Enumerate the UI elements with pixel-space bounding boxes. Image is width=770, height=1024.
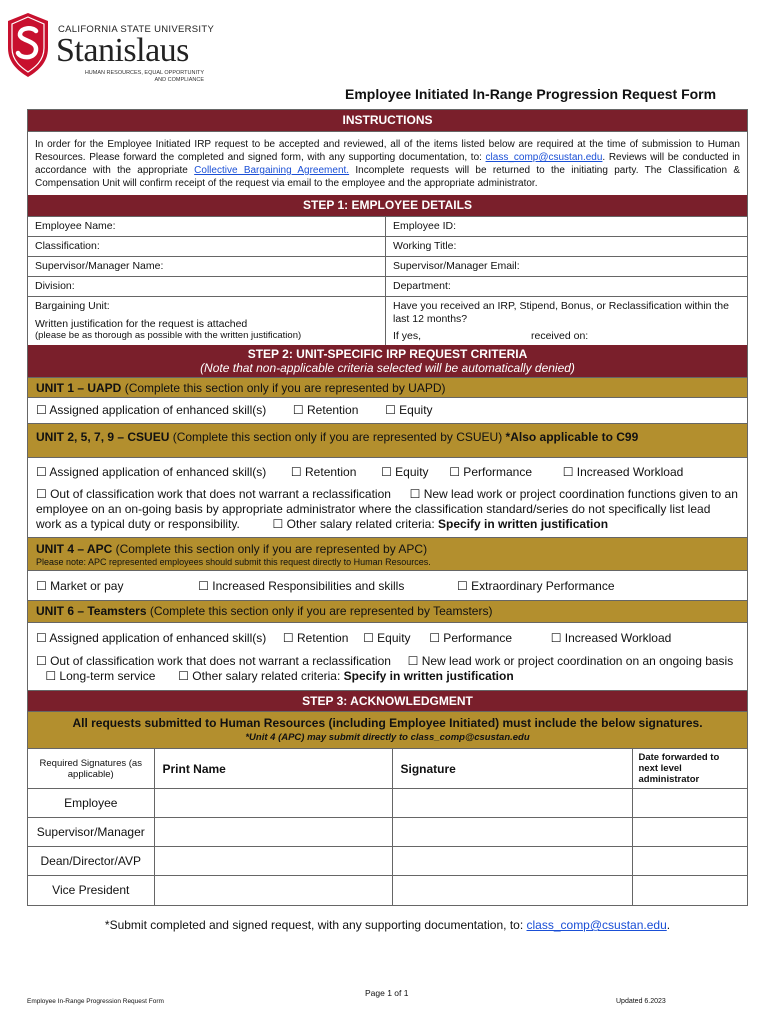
unit6-out-of-class-checkbox[interactable]: ☐ Out of classification work that does not warrant a reclassification <box>36 654 391 668</box>
employee-row-2 <box>28 236 747 256</box>
unit6-desc: (Complete this section only if you are represented by Teamsters) <box>146 604 493 618</box>
unit6-equity-checkbox[interactable]: ☐ Equity <box>363 631 411 645</box>
unit1-desc: (Complete this section only if you are represented by UAPD) <box>121 381 446 395</box>
sig-row-employee <box>28 789 747 818</box>
unit6-retention-checkbox[interactable]: ☐ Retention <box>282 631 349 645</box>
instructions-text-part1: In order for the Employee Initiated IRP request to be accepted and reviewed, all of the items listed below are required at the time of submission to Human Resources. Please forward the completed and signed form, with any supporting documentation, to: <box>35 139 740 163</box>
csueu-heading <box>28 423 747 457</box>
sig-col-signature: Signature <box>392 749 632 789</box>
employee-id-field[interactable]: Employee ID: <box>393 220 457 232</box>
unit6-other-criteria-checkbox[interactable] <box>178 669 514 683</box>
csueu-increased-workload-checkbox[interactable]: ☐ Increased Workload <box>562 465 684 479</box>
signature-table <box>28 748 747 905</box>
unit6-other-bold: Specify in written justification <box>343 669 514 683</box>
csueu-note: *Also applicable to C99 <box>505 430 639 444</box>
step3-heading: STEP 3: ACKNOWLEDGMENT <box>28 690 747 711</box>
sig-row-label: Supervisor/Manager <box>28 818 154 847</box>
justification-label[interactable]: Written justification for the request is attached <box>35 318 248 330</box>
unit4-heading-line <box>28 538 747 557</box>
csueu-other-bold: Specify in written justification <box>438 517 609 531</box>
irp-question: Have you received an IRP, Stipend, Bonus, or Reclassification within the last 12 months? <box>393 300 729 325</box>
instructions-text-part3: Incomplete requests will be returned to the initiating party. The Classification & Compensation Unit will confirm receipt of the request via email to the employee and the appropriate administrator. <box>35 165 740 189</box>
signature-header-row <box>28 749 747 789</box>
unit1-options <box>28 397 747 423</box>
submit-note-end: . <box>666 918 671 932</box>
unit6-performance-checkbox[interactable]: ☐ Performance <box>429 631 513 645</box>
email-link[interactable]: class_comp@csustan.edu <box>485 152 603 163</box>
shield-s-icon <box>6 12 50 78</box>
supervisor-email-field[interactable]: Supervisor/Manager Email: <box>393 260 520 272</box>
unit4-increased-responsibilities-checkbox[interactable]: ☐ Increased Responsibilities and skills <box>198 579 405 593</box>
sig-row-supervisor <box>28 818 747 847</box>
sig-print-name-cell[interactable] <box>154 818 392 847</box>
csueu-options-1 <box>28 457 747 485</box>
csueu-options-2 <box>28 485 747 537</box>
sig-print-name-cell[interactable] <box>154 847 392 876</box>
bargaining-unit-field[interactable]: Bargaining Unit: <box>35 300 110 312</box>
acknowledgment-banner <box>28 711 747 748</box>
sig-row-dean <box>28 847 747 876</box>
csueu-out-of-class-checkbox[interactable]: ☐ Out of classification work that does not warrant a reclassification <box>36 487 391 501</box>
division-field[interactable]: Division: <box>28 277 386 296</box>
justification-note: (please be as thorough as possible with the written justification) <box>35 330 302 341</box>
unit4-options <box>28 570 747 600</box>
submit-note <box>27 918 748 932</box>
unit6-other-label: ☐ Other salary related criteria: <box>178 669 344 683</box>
supervisor-name-field[interactable]: Supervisor/Manager Name: <box>28 257 386 276</box>
sig-row-label: Vice President <box>28 876 154 905</box>
instructions-text-part2: . Reviews will be conducted in accordance with the appropriate <box>35 152 740 176</box>
sig-signature-cell[interactable] <box>392 818 632 847</box>
csueu-lead-work-checkbox[interactable]: ☐ New lead work or project coordination functions given to an employee on an on-going basis by appropriate administrator where the classification standard/series do not specifically list lead work as a typical duty or responsibility. <box>36 487 738 531</box>
unit1-retention-checkbox[interactable]: ☐ Retention <box>292 403 359 417</box>
irp-question-cell <box>386 297 747 345</box>
footer-form-name: Employee In-Range Progression Request Form <box>27 998 164 1005</box>
csueu-desc: (Complete this section only if you are represented by CSUEU) <box>169 430 506 444</box>
sig-signature-cell[interactable] <box>392 847 632 876</box>
logo-university-name: Stanislaus <box>56 32 189 69</box>
footer-updated: Updated 6.2023 <box>616 998 666 1005</box>
received-on-field[interactable]: received on: <box>531 330 589 342</box>
unit6-options-1 <box>28 622 747 651</box>
form-frame <box>27 109 748 906</box>
sig-date-cell[interactable] <box>632 847 747 876</box>
unit6-options-2 <box>28 651 747 690</box>
unit1-equity-checkbox[interactable]: ☐ Equity <box>385 403 433 417</box>
unit4-title: UNIT 4 – APC <box>36 542 113 556</box>
employee-row-3 <box>28 256 747 276</box>
cba-link[interactable]: Collective Bargaining Agreement. <box>194 165 350 176</box>
logo-department <box>84 70 204 84</box>
submit-email-link[interactable]: class_comp@csustan.edu <box>526 918 667 932</box>
if-yes-field[interactable]: If yes, <box>393 330 422 342</box>
instructions-text <box>28 131 747 195</box>
unit6-lead-work-checkbox[interactable]: ☐ New lead work or project coordination on an ongoing basis <box>407 654 734 668</box>
sig-col-print-name: Print Name <box>154 749 392 789</box>
unit6-enhanced-skills-checkbox[interactable]: ☐ Assigned application of enhanced skill(s) <box>36 631 267 645</box>
step2-title: STEP 2: UNIT-SPECIFIC IRP REQUEST CRITERIA <box>247 347 528 361</box>
unit4-heading <box>28 537 747 570</box>
sig-date-cell[interactable] <box>632 876 747 905</box>
csueu-equity-checkbox[interactable]: ☐ Equity <box>381 465 429 479</box>
csueu-other-label: ☐ Other salary related criteria: <box>272 517 439 531</box>
csueu-retention-checkbox[interactable]: ☐ Retention <box>290 465 357 479</box>
sig-row-vp <box>28 876 747 905</box>
employee-row-5 <box>28 296 747 345</box>
step1-heading: STEP 1: EMPLOYEE DETAILS <box>28 195 747 216</box>
unit6-heading <box>28 600 747 622</box>
sig-col-date-forwarded: Date forwarded to next level administrator <box>632 749 747 789</box>
acknowledgment-sub: *Unit 4 (APC) may submit directly to class_comp@csustan.edu <box>245 732 530 743</box>
form-title: Employee Initiated In-Range Progression Request Form <box>345 86 717 102</box>
unit6-title: UNIT 6 – Teamsters <box>36 604 147 618</box>
submit-note-text: *Submit completed and signed request, with any supporting documentation, to: <box>104 918 527 932</box>
university-logo <box>6 10 221 85</box>
employee-row-1 <box>28 216 747 236</box>
unit4-desc: (Complete this section only if you are represented by APC) <box>112 542 428 556</box>
csueu-enhanced-skills-checkbox[interactable]: ☐ Assigned application of enhanced skill(s) <box>36 465 267 479</box>
working-title-field[interactable]: Working Title: <box>393 240 457 252</box>
unit4-market-pay-checkbox[interactable]: ☐ Market or pay <box>36 579 124 593</box>
acknowledgment-main: All requests submitted to Human Resources (including Employee Initiated) must include the below signatures. <box>72 716 703 730</box>
sig-date-cell[interactable] <box>632 789 747 818</box>
csueu-title: UNIT 2, 5, 7, 9 – CSUEU <box>36 430 170 444</box>
employee-name-field[interactable]: Employee Name: <box>28 217 386 236</box>
sig-signature-cell[interactable] <box>392 876 632 905</box>
unit1-heading <box>28 377 747 397</box>
employee-row-4 <box>28 276 747 296</box>
step2-subtitle: (Note that non-applicable criteria selected will be automatically denied) <box>200 361 575 375</box>
instructions-heading: INSTRUCTIONS <box>28 110 747 131</box>
sig-signature-cell[interactable] <box>392 789 632 818</box>
sig-print-name-cell[interactable] <box>154 876 392 905</box>
unit6-long-term-service-checkbox[interactable]: ☐ Long-term service <box>45 669 156 683</box>
logo-university-system: CALIFORNIA STATE UNIVERSITY <box>58 24 215 35</box>
logo-department-line1: HUMAN RESOURCES, EQUAL OPPORTUNITY <box>84 70 204 76</box>
department-field[interactable]: Department: <box>393 280 451 292</box>
unit1-title: UNIT 1 – UAPD <box>36 381 122 395</box>
unit1-enhanced-skills-checkbox[interactable]: ☐ Assigned application of enhanced skill(s) <box>36 403 267 417</box>
sig-print-name-cell[interactable] <box>154 789 392 818</box>
sig-row-label: Employee <box>28 789 154 818</box>
sig-col-required: Required Signatures (as applicable) <box>28 749 154 789</box>
csueu-other-criteria-checkbox[interactable] <box>273 517 609 531</box>
bargaining-justification-cell <box>28 297 386 345</box>
sig-row-label: Dean/Director/AVP <box>28 847 154 876</box>
classification-field[interactable]: Classification: <box>28 237 386 256</box>
irp-yes-row <box>393 330 740 343</box>
logo-department-line2: AND COMPLIANCE <box>154 77 204 83</box>
sig-date-cell[interactable] <box>632 818 747 847</box>
unit6-increased-workload-checkbox[interactable]: ☐ Increased Workload <box>550 631 672 645</box>
page-number: Page 1 of 1 <box>365 988 409 998</box>
step2-heading <box>28 345 747 377</box>
csueu-performance-checkbox[interactable]: ☐ Performance <box>449 465 533 479</box>
unit4-extraordinary-performance-checkbox[interactable]: ☐ Extraordinary Performance <box>457 579 615 593</box>
unit4-note: Please note: APC represented employees should submit this request directly to Human Resources. <box>36 557 431 567</box>
